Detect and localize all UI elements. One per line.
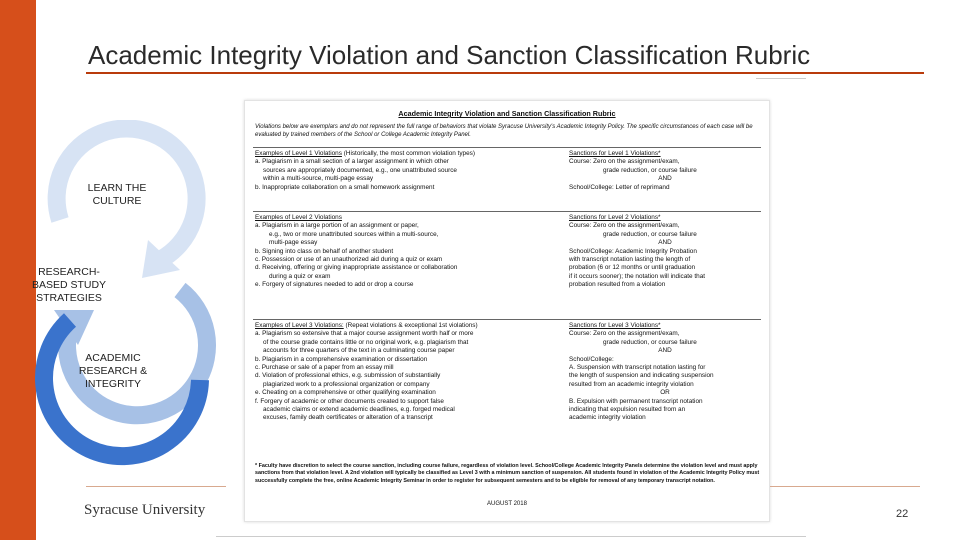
level2-example: b. Signing into class on behalf of another student [255,247,394,255]
level1-example: within a multi-source, multi-page essay [263,175,374,183]
level1-examples-header: Examples of Level 1 Violations [255,150,342,157]
rubric-date: AUGUST 2018 [487,501,527,507]
level2-example: during a quiz or exam [269,272,331,280]
level2-school: School/College: Academic Integrity Probation [569,247,697,255]
level3-examples [255,322,555,423]
university-logo-text: Syracuse University [84,502,206,518]
level2-example: multi-page essay [269,239,318,247]
level3-example: c. Purchase or sale of a paper from an essay mill [255,364,394,372]
rubric-footnote: * Faculty have discretion to select the course sanction, including course failure, regardless of violation level. School/College Academic Integrity Panels determine the violation level and must apply sanctions from that violation level. A 2nd violation will typically be classified as Level 3 with a minimum sanction of suspension. All students found in violation of the Academic Integrity Policy must successfully complete the free, online Academic Integrity Seminar in order to register for subsequent semesters and to be eligible for removal of any temporary transcript notation. [255,463,760,484]
level3-option-a: A. Suspension with transcript notation lasting for [569,364,706,372]
level1-section [253,147,761,206]
level3-example: e. Cheating on a comprehensive or other qualifying examination [255,389,436,397]
level2-section [253,211,761,316]
level3-option-b: B. Expulsion with permanent transcript notation [569,397,703,405]
level3-example: d. Violation of professional ethics, e.g. submission of substantially [255,372,441,380]
page-number: 22 [896,508,909,520]
cycle-label-academic: ACADEMIC RESEARCH & INTEGRITY [78,352,148,390]
level2-sanctions [569,214,761,290]
level3-course: Course: Zero on the assignment/exam, [569,330,680,338]
level3-section [253,319,761,462]
level1-examples-note: (Historically, the most common violation types) [341,150,475,157]
cycle-label-learn: LEARN THE CULTURE [87,182,147,207]
footer-rule [770,486,920,487]
level1-example: a. Plagiarism in a small section of a larger assignment in which other [255,158,449,166]
level3-example: of the course grade contains little or no original work, e.g. plagiarism that [263,338,469,346]
level1-examples [255,150,555,192]
level2-example: d. Receiving, offering or giving inappropriate assistance or collaboration [255,264,458,272]
level3-and: AND [658,347,672,355]
rubric-document [244,100,770,522]
level1-sanctions-header: Sanctions for Level 1 Violations* [569,150,661,157]
level3-course-cont: grade reduction, or course failure [603,338,697,346]
title-underline [86,72,924,74]
level3-example: accounts for three quarters of the text in a culminating course paper [263,347,455,355]
level3-option-a: resulted from an academic integrity violation [569,380,694,388]
slide-title: Academic Integrity Violation and Sanction Classification Rubric [88,40,811,70]
level3-school: School/College: [569,355,614,363]
level3-option-b: indicating that expulsion resulted from an [569,406,686,414]
cycle-diagram [30,120,240,520]
level2-example: e.g., two or more unattributed sources within a multi-source, [269,230,439,238]
level3-sanctions-header: Sanctions for Level 3 Violations* [569,322,661,329]
level2-school: if it occurs sooner); the notation will indicate that [569,272,706,280]
level2-examples [255,214,555,290]
level3-example: academic claims or extend academic deadlines, e.g. forged medical [263,406,455,414]
level2-examples-header: Examples of Level 2 Violations [255,214,342,221]
level3-option-b: academic integrity violation [569,414,646,422]
level3-examples-header: Examples of Level 3 Violations: [255,322,344,329]
level2-school: probation resulted from a violation [569,281,666,289]
level2-course: Course: Zero on the assignment/exam, [569,222,680,230]
level3-example: b. Plagiarism in a comprehensive examination or dissertation [255,355,428,363]
level2-example: a. Plagiarism in a large portion of an assignment or paper, [255,222,419,230]
level3-example: plagiarized work to a professional organization or company [263,380,430,388]
level3-sanctions [569,322,761,423]
level1-school: School/College: Letter of reprimand [569,183,670,191]
level2-school: probation (6 or 12 months or until graduation [569,264,696,272]
level3-example: excuses, family death certificates or alteration of a transcript [263,414,433,422]
rubric-title: Academic Integrity Violation and Sanction Classification Rubric [398,109,616,118]
level2-course-cont: grade reduction, or course failure [603,230,697,238]
level1-and: AND [658,175,672,183]
cycle-label-research: RESEARCH- BASED STUDY STRATEGIES [31,266,107,304]
level1-sanctions [569,150,761,192]
footer-rule [86,486,226,487]
level2-school: with transcript notation lasting the length of [569,256,691,264]
doc-frame-line [216,536,806,537]
level2-example: c. Possession or use of an unauthorized aid during a quiz or exam [255,256,443,264]
level1-course-cont: grade reduction, or course failure [603,166,697,174]
level3-example: f. Forgery of academic or other documents created to support false [255,397,444,405]
level3-examples-note: (Repeat violations & exceptional 1st violations) [343,322,478,329]
level3-or: OR [660,389,670,397]
level2-example: e. Forgery of signatures needed to add or drop a course [255,281,414,289]
level3-example: a. Plagiarism so extensive that a major course assignment worth half or more [255,330,474,338]
level2-sanctions-header: Sanctions for Level 2 Violations* [569,214,661,221]
level3-option-a: the length of suspension and indicating suspension [569,372,714,380]
level2-and: AND [658,239,672,247]
level1-example: b. Inappropriate collaboration on a small homework assignment [255,183,435,191]
cycle-arrows [30,120,240,520]
level1-course: Course: Zero on the assignment/exam, [569,158,680,166]
level1-example: sources are appropriately documented, e.g., one unattributed source [263,166,457,174]
rubric-intro: Violations below are exemplars and do not represent the full range of behaviors that violate Syracuse University's Academic Integrity Policy. The specific circumstances of each case will be evaluated by trained members of the School or College Academic Integrity Panel. [255,124,753,138]
doc-frame-line [756,78,806,79]
